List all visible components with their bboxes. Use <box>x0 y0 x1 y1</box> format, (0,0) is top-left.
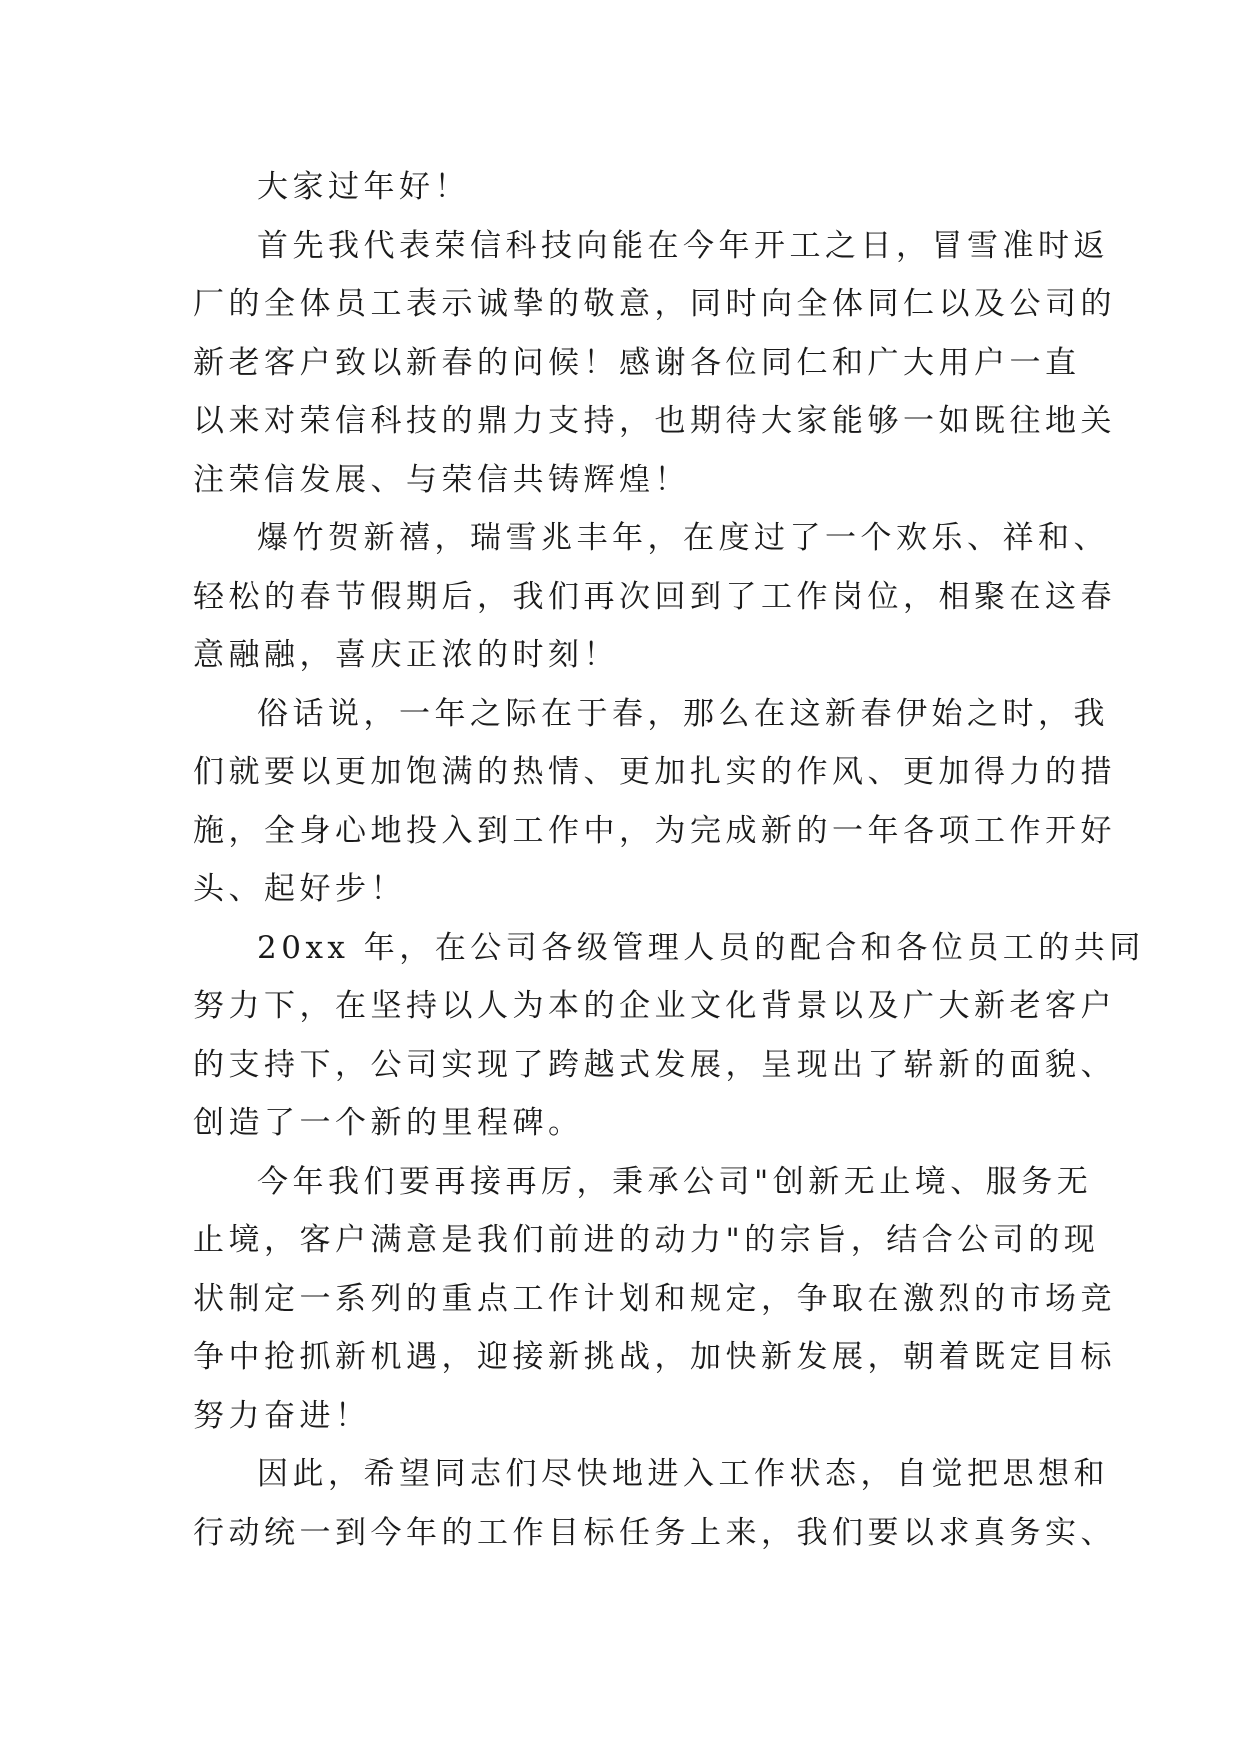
text-line: 轻松的春节假期后，我们再次回到了工作岗位，相聚在这春 <box>193 578 1116 615</box>
text-line: 争中抢抓新机遇，迎接新挑战，加快新发展，朝着既定目标 <box>193 1339 1116 1375</box>
text-line: 首先我代表荣信科技向能在今年开工之日，冒雪准时返 <box>257 227 1109 264</box>
text-line: 今年我们要再接再厉，秉承公司"创新无止境、服务无 <box>257 1163 1093 1200</box>
text-line: 注荣信发展、与荣信共铸辉煌！ <box>193 461 690 498</box>
text-line: 努力奋进！ <box>193 1397 371 1434</box>
text-line: 们就要以更加饱满的热情、更加扎实的作风、更加得力的措 <box>193 754 1116 790</box>
text-line: 大家过年好！ <box>257 169 470 205</box>
text-line: 意融融，喜庆正浓的时刻！ <box>193 637 619 673</box>
text-line: 头、起好步！ <box>193 871 406 907</box>
text-line: 俗话说，一年之际在于春，那么在这新春伊始之时，我 <box>257 695 1109 732</box>
text-line: 因此，希望同志们尽快地进入工作状态，自觉把思想和 <box>257 1456 1109 1492</box>
text-line: 爆竹贺新禧，瑞雪兆丰年，在度过了一个欢乐、祥和、 <box>257 520 1109 556</box>
text-line: 创造了一个新的里程碑。 <box>193 1105 584 1141</box>
document-body <box>193 158 1145 1562</box>
text-line: 施，全身心地投入到工作中，为完成新的一年各项工作开好 <box>193 812 1116 849</box>
text-line: 厂的全体员工表示诚挚的敬意，同时向全体同仁以及公司的 <box>193 286 1116 322</box>
text-line: 20xx 年，在公司各级管理人员的配合和各位员工的共同 <box>257 929 1145 966</box>
text-line: 行动统一到今年的工作目标任务上来，我们要以求真务实、 <box>193 1514 1116 1551</box>
text-line: 新老客户致以新春的问候！感谢各位同仁和广大用户一直 <box>193 344 1081 381</box>
text-line: 以来对荣信科技的鼎力支持，也期待大家能够一如既往地关 <box>193 403 1116 439</box>
text-line: 的支持下，公司实现了跨越式发展，呈现出了崭新的面貌、 <box>193 1046 1116 1083</box>
text-line: 努力下，在坚持以人为本的企业文化背景以及广大新老客户 <box>193 988 1116 1024</box>
text-line: 止境，客户满意是我们前进的动力"的宗旨，结合公司的现 <box>193 1222 1100 1258</box>
text-line: 状制定一系列的重点工作计划和规定，争取在激烈的市场竞 <box>193 1280 1116 1317</box>
